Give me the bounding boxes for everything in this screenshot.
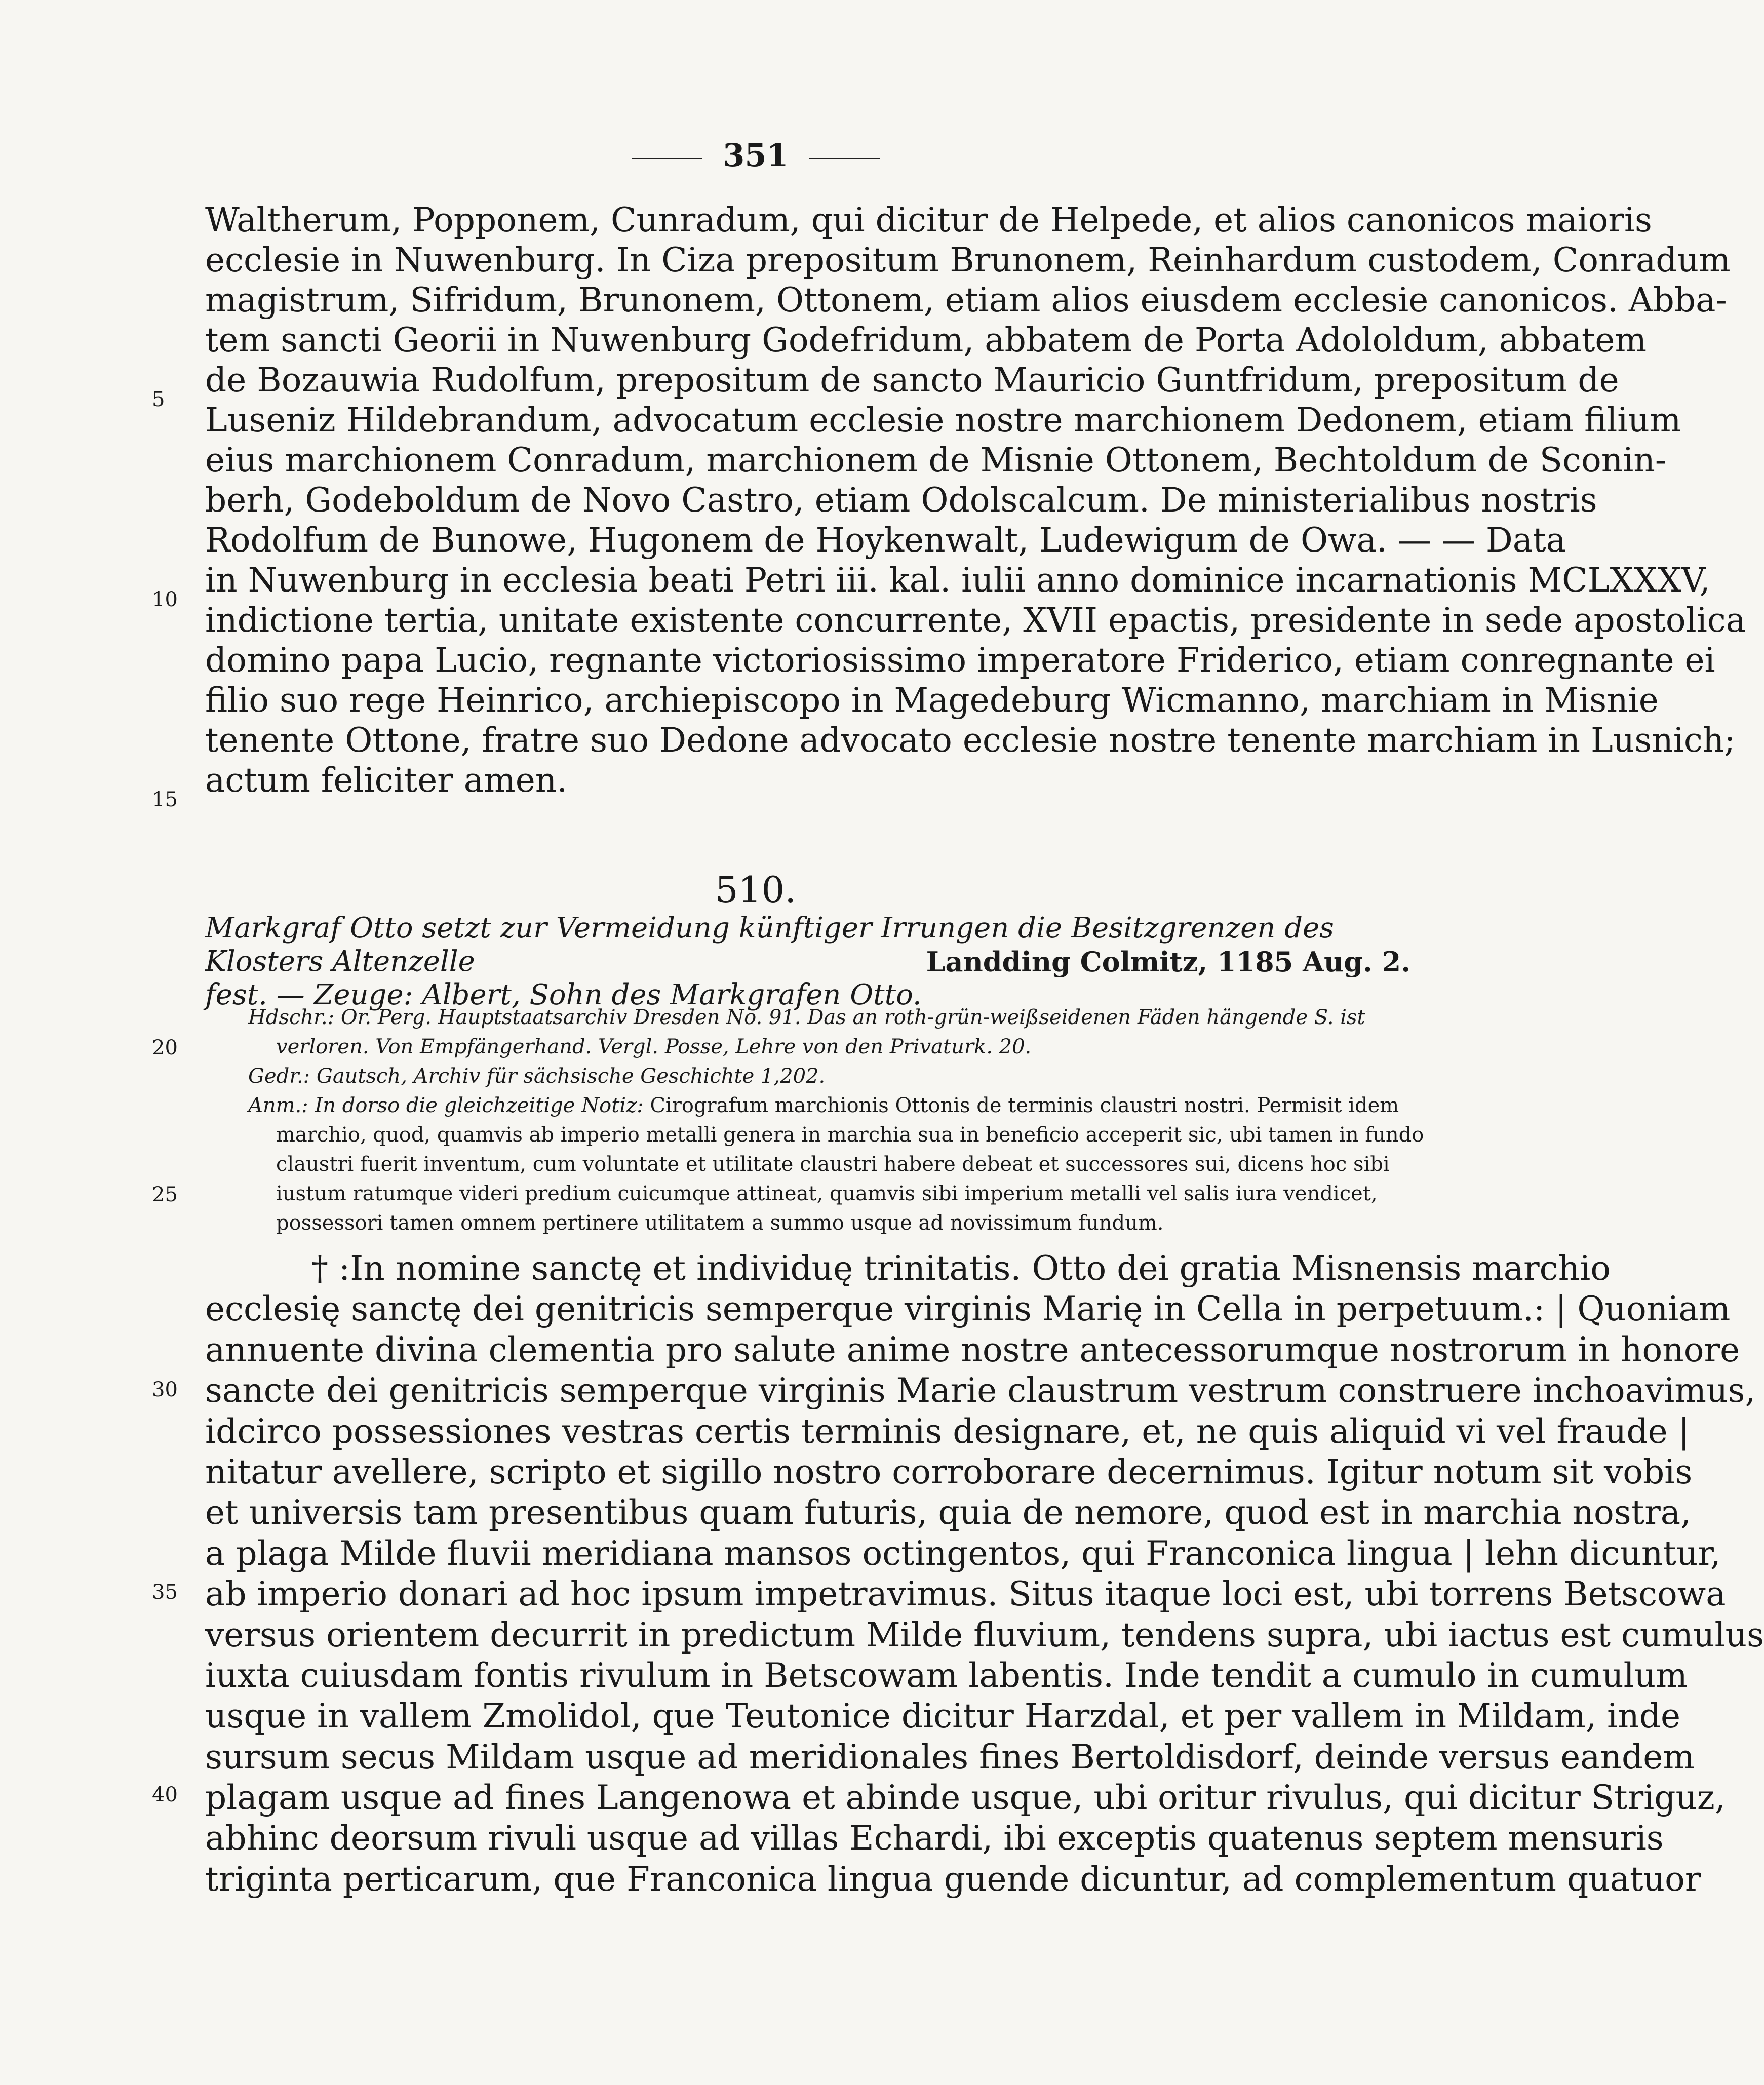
text-line: annuente divina clementia pro salute anime nostre antecessorumque nostrorum in honore bbox=[205, 1330, 1740, 1369]
text-line: in Nuwenburg in ecclesia beati Petri iii. kal. iulii anno dominice incarnationis MCLXXXV, bbox=[205, 561, 1710, 600]
line-number-5: 5 bbox=[152, 388, 165, 411]
text-line: nitatur avellere, scripto et sigillo nostro corroborare decernimus. Igitur notum sit vobis bbox=[205, 1452, 1693, 1491]
text-line: et universis tam presentibus quam futuris, quia de nemore, quod est in marchia nostra, bbox=[205, 1493, 1692, 1532]
text-line: Waltherum, Popponem, Cunradum, qui dicitur de Helpede, et alios canonicos maioris bbox=[205, 201, 1652, 240]
summary-line: fest. — Zeuge: Albert, Sohn des Markgrafen Otto. bbox=[205, 978, 922, 1011]
apparatus-note-cont: marchio, quod, quamvis ab imperio metalli genera in marchia sua in beneficio acceperit sic, ubi tamen in fundo bbox=[276, 1123, 1424, 1147]
place-date: Landding Colmitz, 1185 Aug. 2. bbox=[926, 946, 1410, 978]
text-line: tenente Ottone, fratre suo Dedone advocato ecclesie nostre tenente marchiam in Lusnich; bbox=[205, 721, 1736, 760]
continuation-text bbox=[205, 200, 1746, 800]
line-number-20: 20 bbox=[152, 1036, 178, 1059]
text-line: filio suo rege Heinrico, archiepiscopo in Magedeburg Wicmanno, marchiam in Misnie bbox=[205, 681, 1659, 720]
text-line: berh, Godeboldum de Novo Castro, etiam Odolscalcum. De ministerialibus nostris bbox=[205, 481, 1597, 520]
apparatus-printed: Gedr.: Gautsch, Archiv für sächsische Geschichte 1,202. bbox=[248, 1065, 826, 1088]
line-number-25: 25 bbox=[152, 1183, 178, 1206]
text-line: de Bozauwia Rudolfum, prepositum de sancto Mauricio Guntfridum, prepositum de bbox=[205, 361, 1619, 400]
text-line: idcirco possessiones vestras certis terminis designare, et, ne quis aliquid vi vel fraude | bbox=[205, 1411, 1690, 1451]
text-line: abhinc deorsum rivuli usque ad villas Echardi, ibi exceptis quatenus septem mensuris bbox=[205, 1819, 1664, 1858]
text-line: iuxta cuiusdam fontis rivulum in Betscowam labentis. Inde tendit a cumulo in cumulum bbox=[205, 1656, 1688, 1695]
apparatus-note bbox=[248, 1091, 1410, 1120]
line-number-10: 10 bbox=[152, 588, 178, 611]
charter-text bbox=[205, 1248, 1764, 1900]
text-line: ecclesię sanctę dei genitricis semperque virginis Marię in Cella in perpetuum.: | Quoniam bbox=[205, 1289, 1731, 1329]
apparatus-manuscript: Hdschr.: Or. Perg. Hauptstaatsarchiv Dresden No. 91. Das an roth-grün-weißseidenen Fäden hängende S. ist bbox=[248, 1006, 1365, 1029]
apparatus-manuscript-cont: verloren. Von Empfängerhand. Vergl. Posse, Lehre von den Privaturk. 20. bbox=[276, 1035, 1032, 1058]
page-number bbox=[0, 137, 1511, 174]
text-line: sursum secus Mildam usque ad meridionales fines Bertoldisdorf, deinde versus eandem bbox=[205, 1737, 1695, 1777]
text-line: domino papa Lucio, regnante victoriosissimo imperatore Friderico, etiam conregnante ei bbox=[205, 641, 1715, 680]
apparatus-note-cont: claustri fuerit inventum, cum voluntate et utilitate claustri habere debeat et successores sui, dicens hoc sibi bbox=[276, 1153, 1390, 1176]
text-line: indictione tertia, unitate existente concurrente, XVII epactis, presidente in sede apostolica bbox=[205, 601, 1746, 640]
critical-apparatus bbox=[248, 1003, 1424, 1238]
page-number-value: 351 bbox=[723, 137, 789, 174]
apparatus-note-cont: possessori tamen omnem pertinere utilitatem a summo usque ad novissimum fundum. bbox=[276, 1211, 1164, 1235]
text-line: actum feliciter amen. bbox=[205, 761, 568, 800]
line-number-15: 15 bbox=[152, 788, 178, 811]
line-number-40: 40 bbox=[152, 1783, 178, 1806]
line-number-30: 30 bbox=[152, 1378, 178, 1401]
text-line: sancte dei genitricis semperque virginis Marie claustrum vestrum construere inchoavimus, bbox=[205, 1371, 1756, 1410]
apparatus-note-cont: iustum ratumque videri predium cuicumque attineat, quamvis sibi imperium metalli vel salis iura vendicet, bbox=[276, 1182, 1378, 1205]
regest-summary bbox=[205, 912, 1410, 1012]
text-line: magistrum, Sifridum, Brunonem, Ottonem, etiam alios eiusdem ecclesie canonicos. Abba- bbox=[205, 281, 1727, 320]
text-line: eius marchionem Conradum, marchionem de Misnie Ottonem, Bechtoldum de Sconin- bbox=[205, 441, 1667, 480]
document-number: 510. bbox=[715, 869, 797, 911]
summary-line: Markgraf Otto setzt zur Vermeidung künftiger Irrungen die Besitzgrenzen des Klosters Altenzelle bbox=[205, 912, 1334, 978]
text-line: Luseniz Hildebrandum, advocatum ecclesie nostre marchionem Dedonem, etiam filium bbox=[205, 401, 1681, 440]
text-line: plagam usque ad fines Langenowa et abinde usque, ubi oritur rivulus, qui dicitur Striguz, bbox=[205, 1778, 1726, 1818]
text-line: Rodolfum de Bunowe, Hugonem de Hoykenwalt, Ludewigum de Owa. — — Data bbox=[205, 521, 1566, 560]
page-number-rule-right bbox=[809, 158, 880, 159]
text-line: triginta perticarum, que Franconica lingua guende dicuntur, ad complementum quatuor bbox=[205, 1859, 1701, 1899]
text-line: a plaga Milde fluvii meridiana mansos octingentos, qui Franconica lingua | lehn dicuntur, bbox=[205, 1533, 1721, 1573]
line-number-35: 35 bbox=[152, 1581, 178, 1604]
note-label: Anm.: In dorso die gleichzeitige Notiz: bbox=[248, 1094, 644, 1117]
text-line: usque in vallem Zmolidol, que Teutonice dicitur Harzdal, et per vallem in Mildam, inde bbox=[205, 1697, 1681, 1736]
note-text: Cirografum marchionis Ottonis de terminis claustri nostri. Permisit idem bbox=[650, 1094, 1399, 1117]
text-line: † :In nomine sanctę et individuę trinitatis. Otto dei gratia Misnensis marchio bbox=[311, 1249, 1611, 1288]
text-line: ab imperio donari ad hoc ipsum impetravimus. Situs itaque loci est, ubi torrens Betscowa bbox=[205, 1575, 1726, 1614]
text-line: tem sancti Georii in Nuwenburg Godefridum, abbatem de Porta Adololdum, abbatem bbox=[205, 321, 1647, 360]
text-line: ecclesie in Nuwenburg. In Ciza prepositum Brunonem, Reinhardum custodem, Conradum bbox=[205, 241, 1731, 280]
page-number-rule-left bbox=[632, 158, 702, 159]
text-line: versus orientem decurrit in predictum Milde fluvium, tendens supra, ubi iactus est cumulus bbox=[205, 1615, 1764, 1655]
